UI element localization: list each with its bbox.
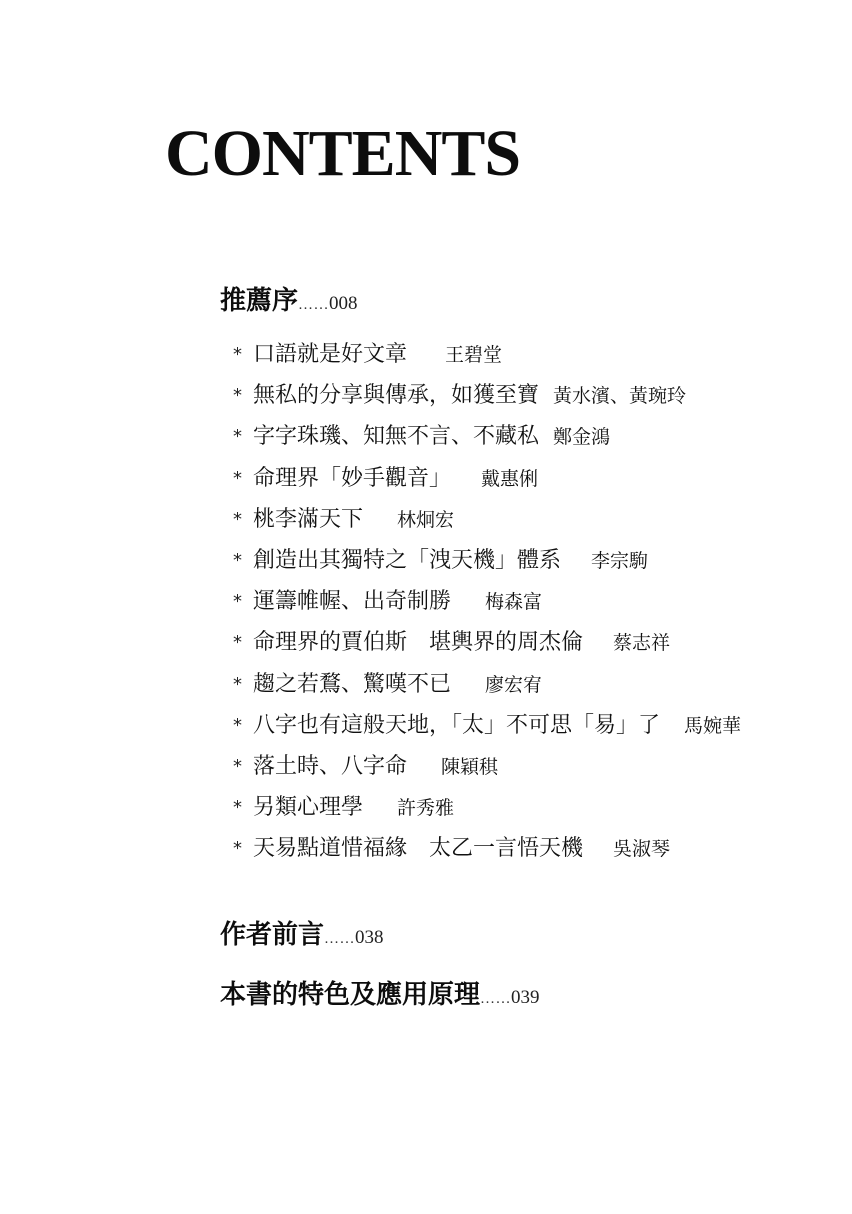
entry-title: 八字也有這般天地，「太」不可思「易」了 <box>253 712 661 738</box>
page-number: 038 <box>355 927 384 948</box>
entry-author: 梅森富 <box>485 591 543 614</box>
entry-author: 吳淑琴 <box>613 838 671 861</box>
toc-entry[interactable] <box>233 708 741 749</box>
bullet-asterisk: * <box>233 508 242 530</box>
entry-title: 命理界的賈伯斯 堪輿界的周杰倫 <box>253 630 584 656</box>
bullet-asterisk: * <box>233 714 242 736</box>
bullet-asterisk: * <box>233 632 242 654</box>
bullet-asterisk: * <box>233 755 242 777</box>
entry-author: 李宗駒 <box>591 549 649 572</box>
entry-title: 落土時、八字命 <box>253 753 408 779</box>
bullet-asterisk: * <box>233 385 242 407</box>
toc-entry[interactable] <box>233 461 741 502</box>
entry-author: 林炯宏 <box>397 508 455 531</box>
toc-entry[interactable] <box>233 667 741 708</box>
entry-title: 運籌帷幄、出奇制勝 <box>253 589 452 615</box>
toc-entry[interactable] <box>233 625 741 666</box>
entry-author: 許秀雅 <box>397 797 455 820</box>
toc-entry[interactable] <box>233 831 741 872</box>
toc-entry[interactable] <box>233 502 741 543</box>
section-label: 作者前言 <box>220 920 325 950</box>
page-number: 008 <box>329 293 358 314</box>
entry-title: 字字珠璣、知無不言、不藏私 <box>253 424 540 450</box>
page-number: 039 <box>511 987 540 1008</box>
bullet-asterisk: * <box>233 426 242 448</box>
entry-title: 創造出其獨特之「洩天機」體系 <box>253 547 562 573</box>
bullet-asterisk: * <box>233 838 242 860</box>
bullet-asterisk: * <box>233 591 242 613</box>
entry-author: 馬婉華 <box>684 714 742 737</box>
toc-entry[interactable] <box>233 584 741 625</box>
leader-dots: …… <box>480 991 512 1007</box>
section-label: 推薦序 <box>220 286 299 316</box>
bullet-asterisk: * <box>233 344 242 365</box>
leader-dots: …… <box>298 297 330 313</box>
toc-entry[interactable] <box>233 419 741 460</box>
bullet-asterisk: * <box>233 549 242 571</box>
entry-author: 王碧堂 <box>445 344 503 366</box>
leader-dots: …… <box>324 931 356 947</box>
entry-author: 黃水濱、黃琬玲 <box>553 385 687 408</box>
entry-author: 蔡志祥 <box>613 632 671 655</box>
bullet-asterisk: * <box>233 797 242 819</box>
toc-entry[interactable] <box>233 378 741 419</box>
entry-title: 另類心理學 <box>253 795 364 821</box>
toc-entry[interactable] <box>233 749 741 790</box>
entry-author: 陳穎稘 <box>441 755 499 778</box>
page-title: CONTENTS <box>165 117 521 191</box>
toc-entry[interactable] <box>233 790 741 831</box>
toc-entry[interactable] <box>233 337 741 378</box>
section-heading-recommendation[interactable] <box>220 281 358 325</box>
toc-entry[interactable] <box>233 543 741 584</box>
entry-author: 戴惠俐 <box>481 467 539 490</box>
section-heading-book-features[interactable] <box>220 975 540 1019</box>
bullet-asterisk: * <box>233 467 242 489</box>
section-heading-author-foreword[interactable] <box>220 915 384 959</box>
entry-title: 桃李滿天下 <box>253 506 364 532</box>
entry-title: 口語就是好文章 <box>253 342 408 367</box>
entry-title: 命理界「妙手觀音」 <box>253 465 452 491</box>
entry-title: 無私的分享與傳承，如獲至寶 <box>253 383 540 409</box>
entry-author: 廖宏宥 <box>485 673 543 696</box>
bullet-asterisk: * <box>233 673 242 695</box>
entry-author: 鄭金鴻 <box>553 426 611 449</box>
entry-title: 趨之若鶩、驚嘆不已 <box>253 671 452 697</box>
preface-entry-list <box>233 337 741 872</box>
section-label: 本書的特色及應用原理 <box>220 980 481 1010</box>
entry-title: 天易點道惜福緣 太乙一言悟天機 <box>253 836 584 862</box>
